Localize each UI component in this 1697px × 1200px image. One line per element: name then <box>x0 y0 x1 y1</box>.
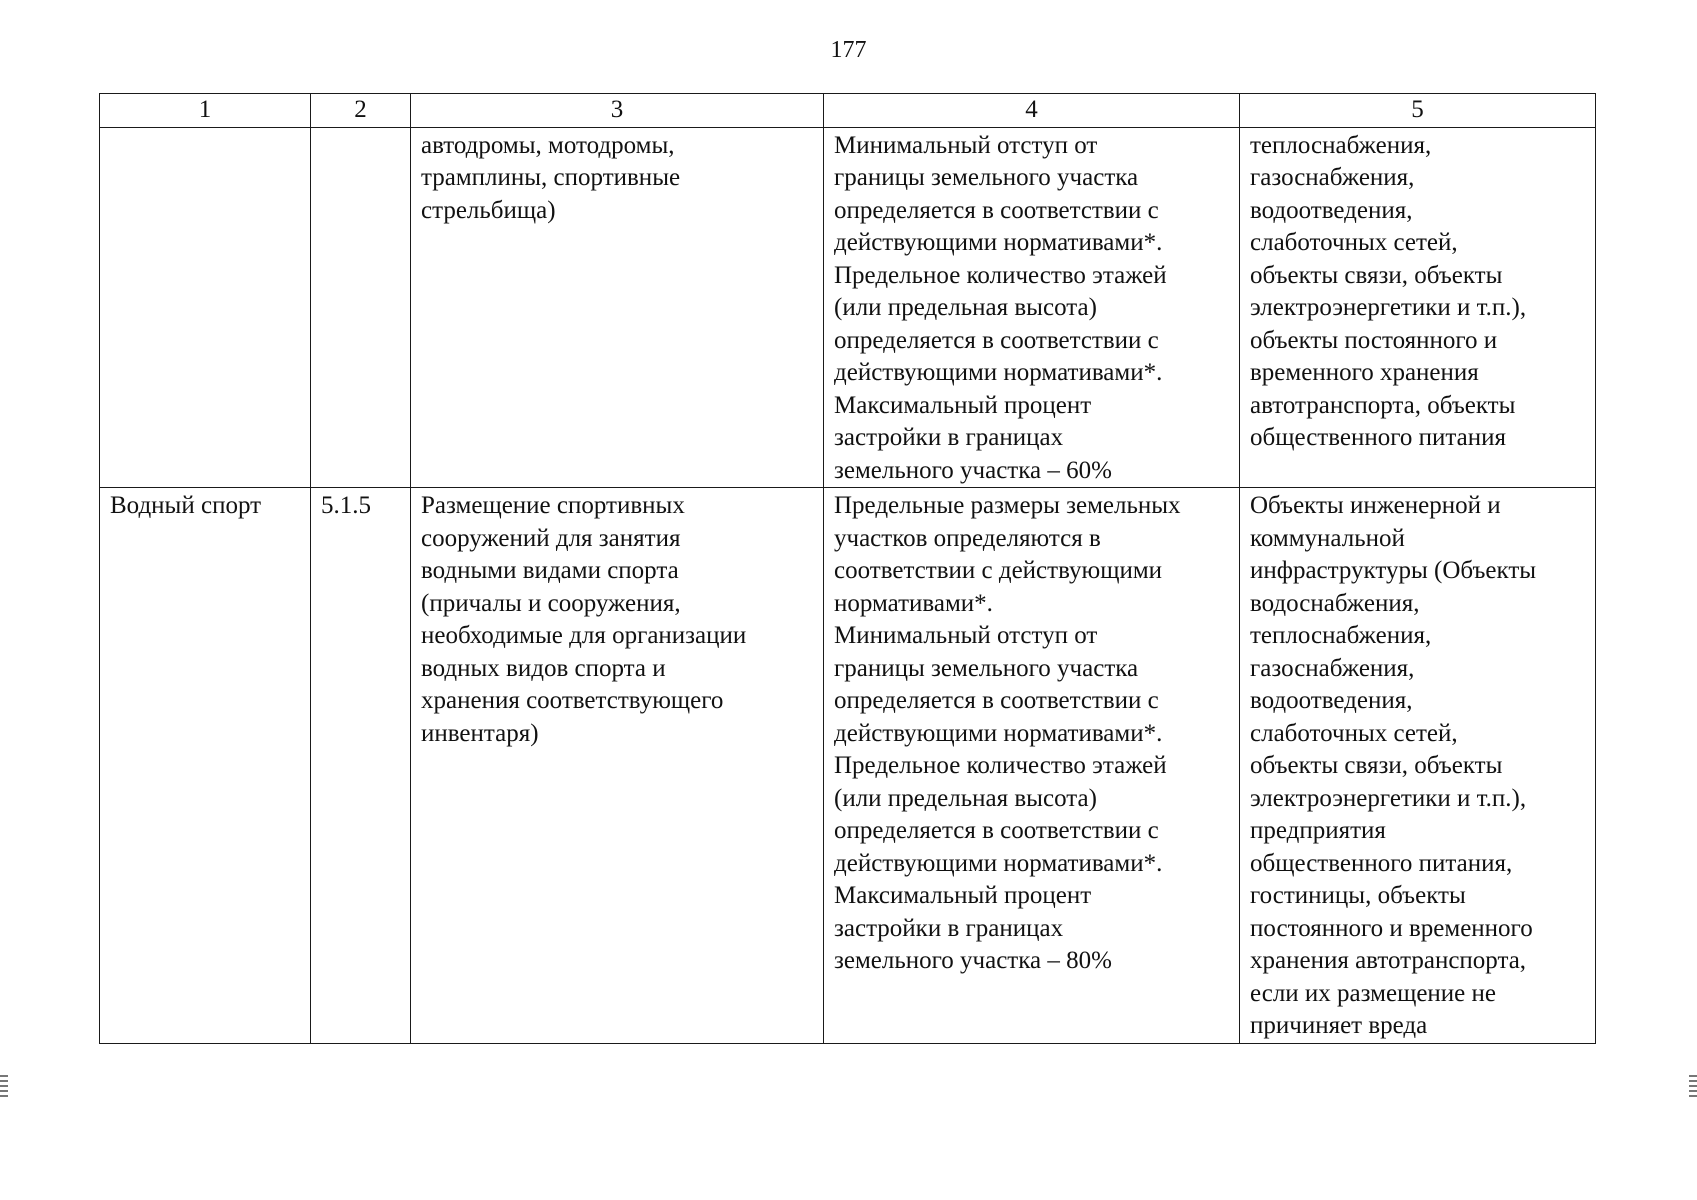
cell-use-description <box>411 127 824 488</box>
cell-text-line: определяется в соответствии с <box>834 817 1159 844</box>
cell-text-line: действующими нормативами*. <box>834 359 1163 386</box>
cell-text-line: определяется в соответствии с <box>834 326 1159 354</box>
cell-parameters <box>824 127 1240 488</box>
cell-text-line: автотранспорта, объекты <box>1250 391 1516 419</box>
cell-text-line: водными видами спорта <box>421 557 679 584</box>
cell-auxiliary-uses <box>1240 127 1596 488</box>
cell-text-line: временного хранения <box>1250 359 1479 386</box>
cell-text-line: сооружений для занятия <box>421 524 681 552</box>
cell-use-name <box>100 127 311 488</box>
cell-text-line: Объекты инженерной и <box>1250 492 1501 519</box>
cell-text-line: хранения соответствующего <box>421 687 724 714</box>
cell-text-line: постоянного и временного <box>1250 914 1533 942</box>
cell-text-line: определяется в соответствии с <box>834 196 1159 224</box>
cell-text-line: Предельное количество этажей <box>834 261 1167 289</box>
cell-text-line: слаботочных сетей, <box>1250 719 1458 747</box>
cell-text-line: если их размещение не <box>1250 979 1497 1007</box>
table-header-row <box>100 94 1596 128</box>
cell-text-line: коммунальной <box>1250 524 1405 552</box>
page-number: 177 <box>830 37 867 63</box>
cell-text-line: водных видов спорта и <box>421 654 666 682</box>
cell-text-line: электроэнергетики и т.п.), <box>1250 784 1527 812</box>
cell-text-line: (или предельная высота) <box>834 784 1097 812</box>
cell-text-line: газоснабжения, <box>1250 164 1415 191</box>
cell-text-line: электроэнергетики и т.п.), <box>1250 294 1527 321</box>
cell-text-line: Предельные размеры земельных <box>834 492 1181 519</box>
cell-text-line: 5.1.5 <box>321 492 371 519</box>
cell-text-line: стрельбища) <box>421 196 556 224</box>
cell-text-line: трамплины, спортивные <box>421 164 681 191</box>
cell-parameters <box>824 488 1240 1044</box>
cell-use-name <box>100 488 311 1044</box>
cell-text-line: земельного участка – 80% <box>834 947 1112 974</box>
table-row <box>100 127 1596 488</box>
cell-text-line: Размещение спортивных <box>421 492 685 519</box>
header-col-1: 1 <box>100 94 311 128</box>
cell-use-description <box>411 488 824 1044</box>
cell-text-line: границы земельного участка <box>834 654 1139 682</box>
cell-text-line: объекты постоянного и <box>1250 326 1498 354</box>
cell-text-line: действующими нормативами*. <box>834 849 1163 877</box>
cell-text-line: Минимальный отступ от <box>834 131 1098 159</box>
cell-text-line: причиняет вреда <box>1250 1012 1428 1039</box>
cell-use-code <box>311 488 411 1044</box>
cell-text-line: теплоснабжения, <box>1250 622 1432 649</box>
cell-text-line: хранения автотранспорта, <box>1250 947 1527 974</box>
cell-text-line: застройки в границах <box>834 424 1064 451</box>
cell-text-line: границы земельного участка <box>834 164 1139 191</box>
cell-text-line: объекты связи, объекты <box>1250 752 1503 779</box>
cell-text-line: предприятия <box>1250 817 1386 844</box>
cell-text-line: инвентаря) <box>421 719 539 747</box>
cell-text-line: общественного питания, <box>1250 849 1513 877</box>
regulations-table <box>99 93 1596 1044</box>
cell-text-line: Предельное количество этажей <box>834 752 1167 779</box>
cell-text-line: действующими нормативами*. <box>834 229 1163 256</box>
cell-text-line: участков определяются в <box>834 524 1101 552</box>
cell-text-line: Максимальный процент <box>834 882 1092 909</box>
cell-text-line: земельного участка – 60% <box>834 456 1112 484</box>
cell-auxiliary-uses <box>1240 488 1596 1044</box>
cell-text-line: (причалы и сооружения, <box>421 589 681 617</box>
scan-artifact-left <box>0 1075 8 1097</box>
cell-text-line: необходимые для организации <box>421 622 747 649</box>
scan-artifact-right <box>1689 1075 1697 1097</box>
cell-text-line: водоотведения, <box>1250 196 1413 224</box>
table-row <box>100 488 1596 1044</box>
cell-text-line: теплоснабжения, <box>1250 131 1432 159</box>
cell-use-code <box>311 127 411 488</box>
cell-text-line: (или предельная высота) <box>834 294 1097 321</box>
cell-text-line: объекты связи, объекты <box>1250 261 1503 289</box>
cell-text-line: Минимальный отступ от <box>834 622 1098 649</box>
header-col-5: 5 <box>1240 94 1596 128</box>
cell-text-line: гостиницы, объекты <box>1250 882 1466 909</box>
cell-text-line: общественного питания <box>1250 424 1506 451</box>
header-col-2: 2 <box>311 94 411 128</box>
cell-text-line: водоснабжения, <box>1250 589 1420 617</box>
cell-text-line: инфраструктуры (Объекты <box>1250 557 1537 584</box>
header-col-4: 4 <box>824 94 1240 128</box>
header-col-3: 3 <box>411 94 824 128</box>
cell-text-line: действующими нормативами*. <box>834 719 1163 747</box>
cell-text-line: Водный спорт <box>110 492 262 519</box>
cell-text-line: газоснабжения, <box>1250 654 1415 682</box>
cell-text-line: определяется в соответствии с <box>834 687 1159 714</box>
cell-text-line: застройки в границах <box>834 914 1064 942</box>
cell-text-line: соответствии с действующими <box>834 557 1163 584</box>
cell-text-line: автодромы, мотодромы, <box>421 131 675 159</box>
cell-text-line: Максимальный процент <box>834 391 1092 419</box>
cell-text-line: нормативами*. <box>834 589 993 617</box>
cell-text-line: водоотведения, <box>1250 687 1413 714</box>
cell-text-line: слаботочных сетей, <box>1250 229 1458 256</box>
